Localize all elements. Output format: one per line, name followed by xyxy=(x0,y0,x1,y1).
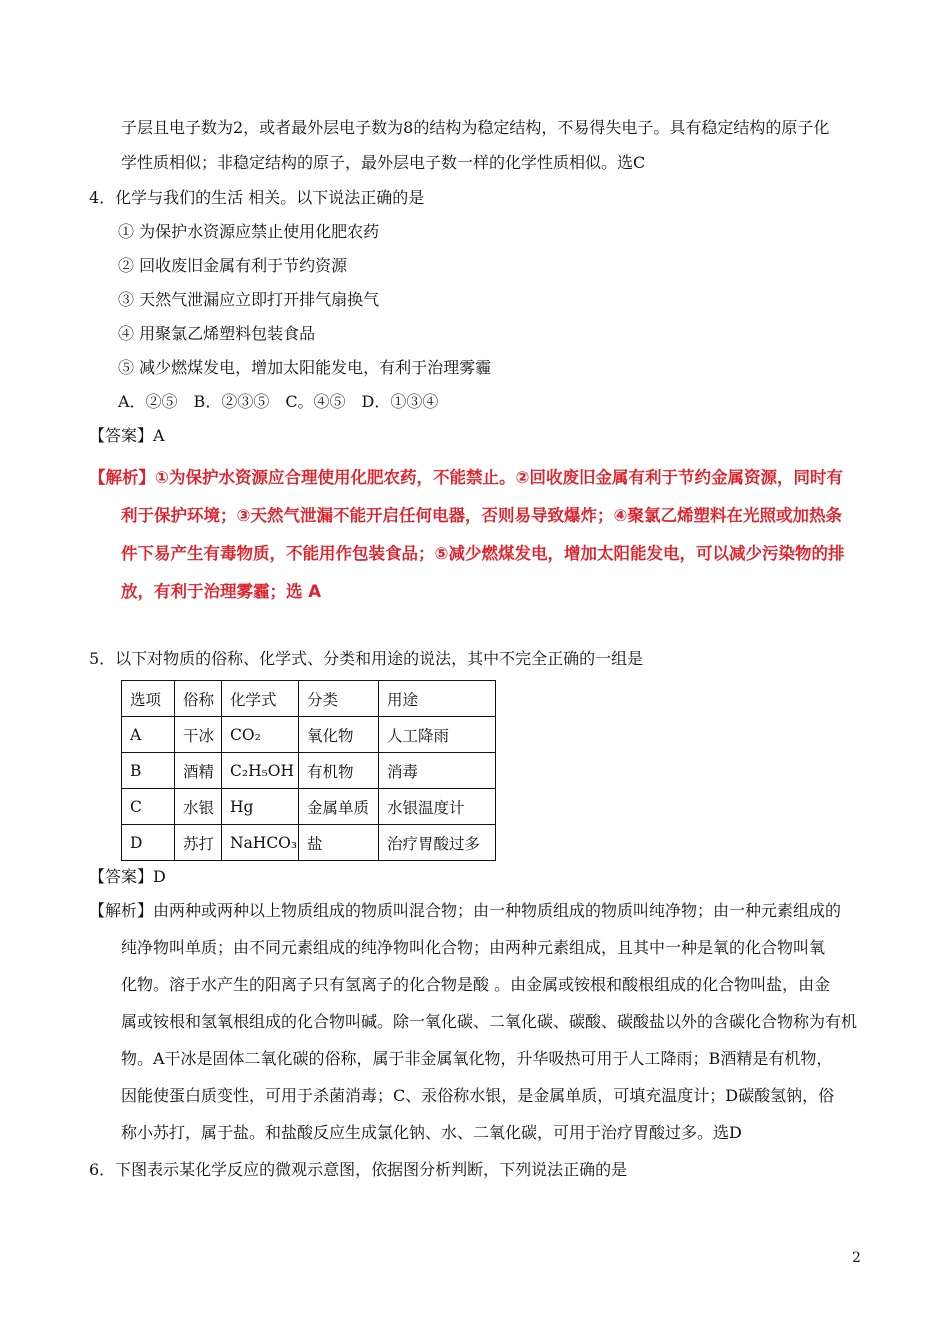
question-5-analysis-line-1: 【解析】由两种或两种以上物质组成的物质叫混合物；由一种物质组成的物质叫纯净物；由一种元素组成的 xyxy=(89,901,842,920)
table-cell: 干冰 xyxy=(175,717,222,753)
table-cell: NaHCO₃ xyxy=(222,825,299,861)
question-4-item-1: ① 为保护水资源应禁止使用化肥农药 xyxy=(118,222,380,241)
question-5-analysis-line-7: 称小苏打，属于盐。和盐酸反应生成氯化钠、水、二氧化碳，可用于治疗胃酸过多。选D xyxy=(121,1123,742,1142)
question-4-stem: 4．化学与我们的生活 相关。以下说法正确的是 xyxy=(89,188,425,207)
page-number: 2 xyxy=(852,1250,861,1266)
table-cell: CO₂ xyxy=(222,717,299,753)
table-cell: 有机物 xyxy=(299,753,379,789)
question-6-stem: 6．下图表示某化学反应的微观示意图，依据图分析判断，下列说法正确的是 xyxy=(89,1160,628,1179)
question-4-analysis-line-4: 放，有利于治理雾霾；选 A xyxy=(121,582,322,601)
question-4-analysis-line-1: 【解析】①为保护水资源应合理使用化肥农药，不能禁止。②回收废旧金属有利于节约金属资源，同时有 xyxy=(89,468,843,487)
table-cell: C xyxy=(122,789,175,825)
question-5-analysis-line-3: 化物。溶于水产生的阳离子只有氢离子的化合物是酸 。由金属或铵根和酸根组成的化合物叫盐，由金 xyxy=(121,975,831,994)
question-4-choices: A．②⑤ B．②③⑤ C。④⑤ D．①③④ xyxy=(118,392,439,411)
question-4-item-3: ③ 天然气泄漏应立即打开排气扇换气 xyxy=(118,290,380,309)
header-cell-formula: 化学式 xyxy=(222,681,299,717)
table-cell: D xyxy=(122,825,175,861)
header-cell-option: 选项 xyxy=(122,681,175,717)
question-5-answer: 【答案】D xyxy=(89,867,166,886)
question-5-analysis-line-2: 纯净物叫单质；由不同元素组成的纯净物叫化合物；由两种元素组成，且其中一种是氧的化合物叫氧 xyxy=(121,938,826,957)
table-cell: 氧化物 xyxy=(299,717,379,753)
table-cell: 人工降雨 xyxy=(379,717,496,753)
options-table xyxy=(121,680,496,861)
intro-line-1: 子层且电子数为2，或者最外层电子数为8的结构为稳定结构，不易得失电子。具有稳定结构的原子化 xyxy=(121,118,830,137)
table-header-row xyxy=(122,681,496,717)
table-row xyxy=(122,825,496,861)
question-4-item-2: ② 回收废旧金属有利于节约资源 xyxy=(118,256,348,275)
table-row xyxy=(122,717,496,753)
table-cell: 金属单质 xyxy=(299,789,379,825)
table-row xyxy=(122,753,496,789)
table-cell: 盐 xyxy=(299,825,379,861)
table-cell: A xyxy=(122,717,175,753)
table-cell: 消毒 xyxy=(379,753,496,789)
question-4-item-5: ⑤ 减少燃煤发电，增加太阳能发电，有利于治理雾霾 xyxy=(118,358,492,377)
intro-line-2: 学性质相似；非稳定结构的原子，最外层电子数一样的化学性质相似。选C xyxy=(121,153,646,172)
question-4-analysis-line-3: 件下易产生有毒物质，不能用作包装食品；⑤减少燃煤发电，增加太阳能发电，可以减少污染物的排 xyxy=(121,544,845,563)
table-cell: B xyxy=(122,753,175,789)
table-cell: Hg xyxy=(222,789,299,825)
table-cell: C₂H₅OH xyxy=(222,753,299,789)
table-row xyxy=(122,789,496,825)
question-5-stem: 5．以下对物质的俗称、化学式、分类和用途的说法，其中不完全正确的一组是 xyxy=(89,649,644,668)
question-4-item-4: ④ 用聚氯乙烯塑料包装食品 xyxy=(118,324,316,343)
header-cell-use: 用途 xyxy=(379,681,496,717)
question-4-analysis-line-2: 利于保护环境；③天然气泄漏不能开启任何电器，否则易导致爆炸；④聚氯乙烯塑料在光照或加热条 xyxy=(121,506,842,525)
table-cell: 水银 xyxy=(175,789,222,825)
table-cell: 苏打 xyxy=(175,825,222,861)
question-5-analysis-line-4: 属或铵根和氢氧根组成的化合物叫碱。除一氧化碳、二氧化碳、碳酸、碳酸盐以外的含碳化合物称为有机 xyxy=(121,1012,858,1031)
header-cell-common-name: 俗称 xyxy=(175,681,222,717)
table-cell: 水银温度计 xyxy=(379,789,496,825)
question-5-analysis-line-5: 物。A干冰是固体二氧化碳的俗称，属于非金属氧化物，升华吸热可用于人工降雨；B酒精是有机物， xyxy=(121,1049,833,1068)
table-cell: 治疗胃酸过多 xyxy=(379,825,496,861)
table-cell: 酒精 xyxy=(175,753,222,789)
question-5-analysis-line-6: 因能使蛋白质变性，可用于杀菌消毒；C、汞俗称水银，是金属单质，可填充温度计；D碳酸氢钠，俗 xyxy=(121,1086,835,1105)
question-4-answer: 【答案】A xyxy=(89,426,165,445)
header-cell-category: 分类 xyxy=(299,681,379,717)
